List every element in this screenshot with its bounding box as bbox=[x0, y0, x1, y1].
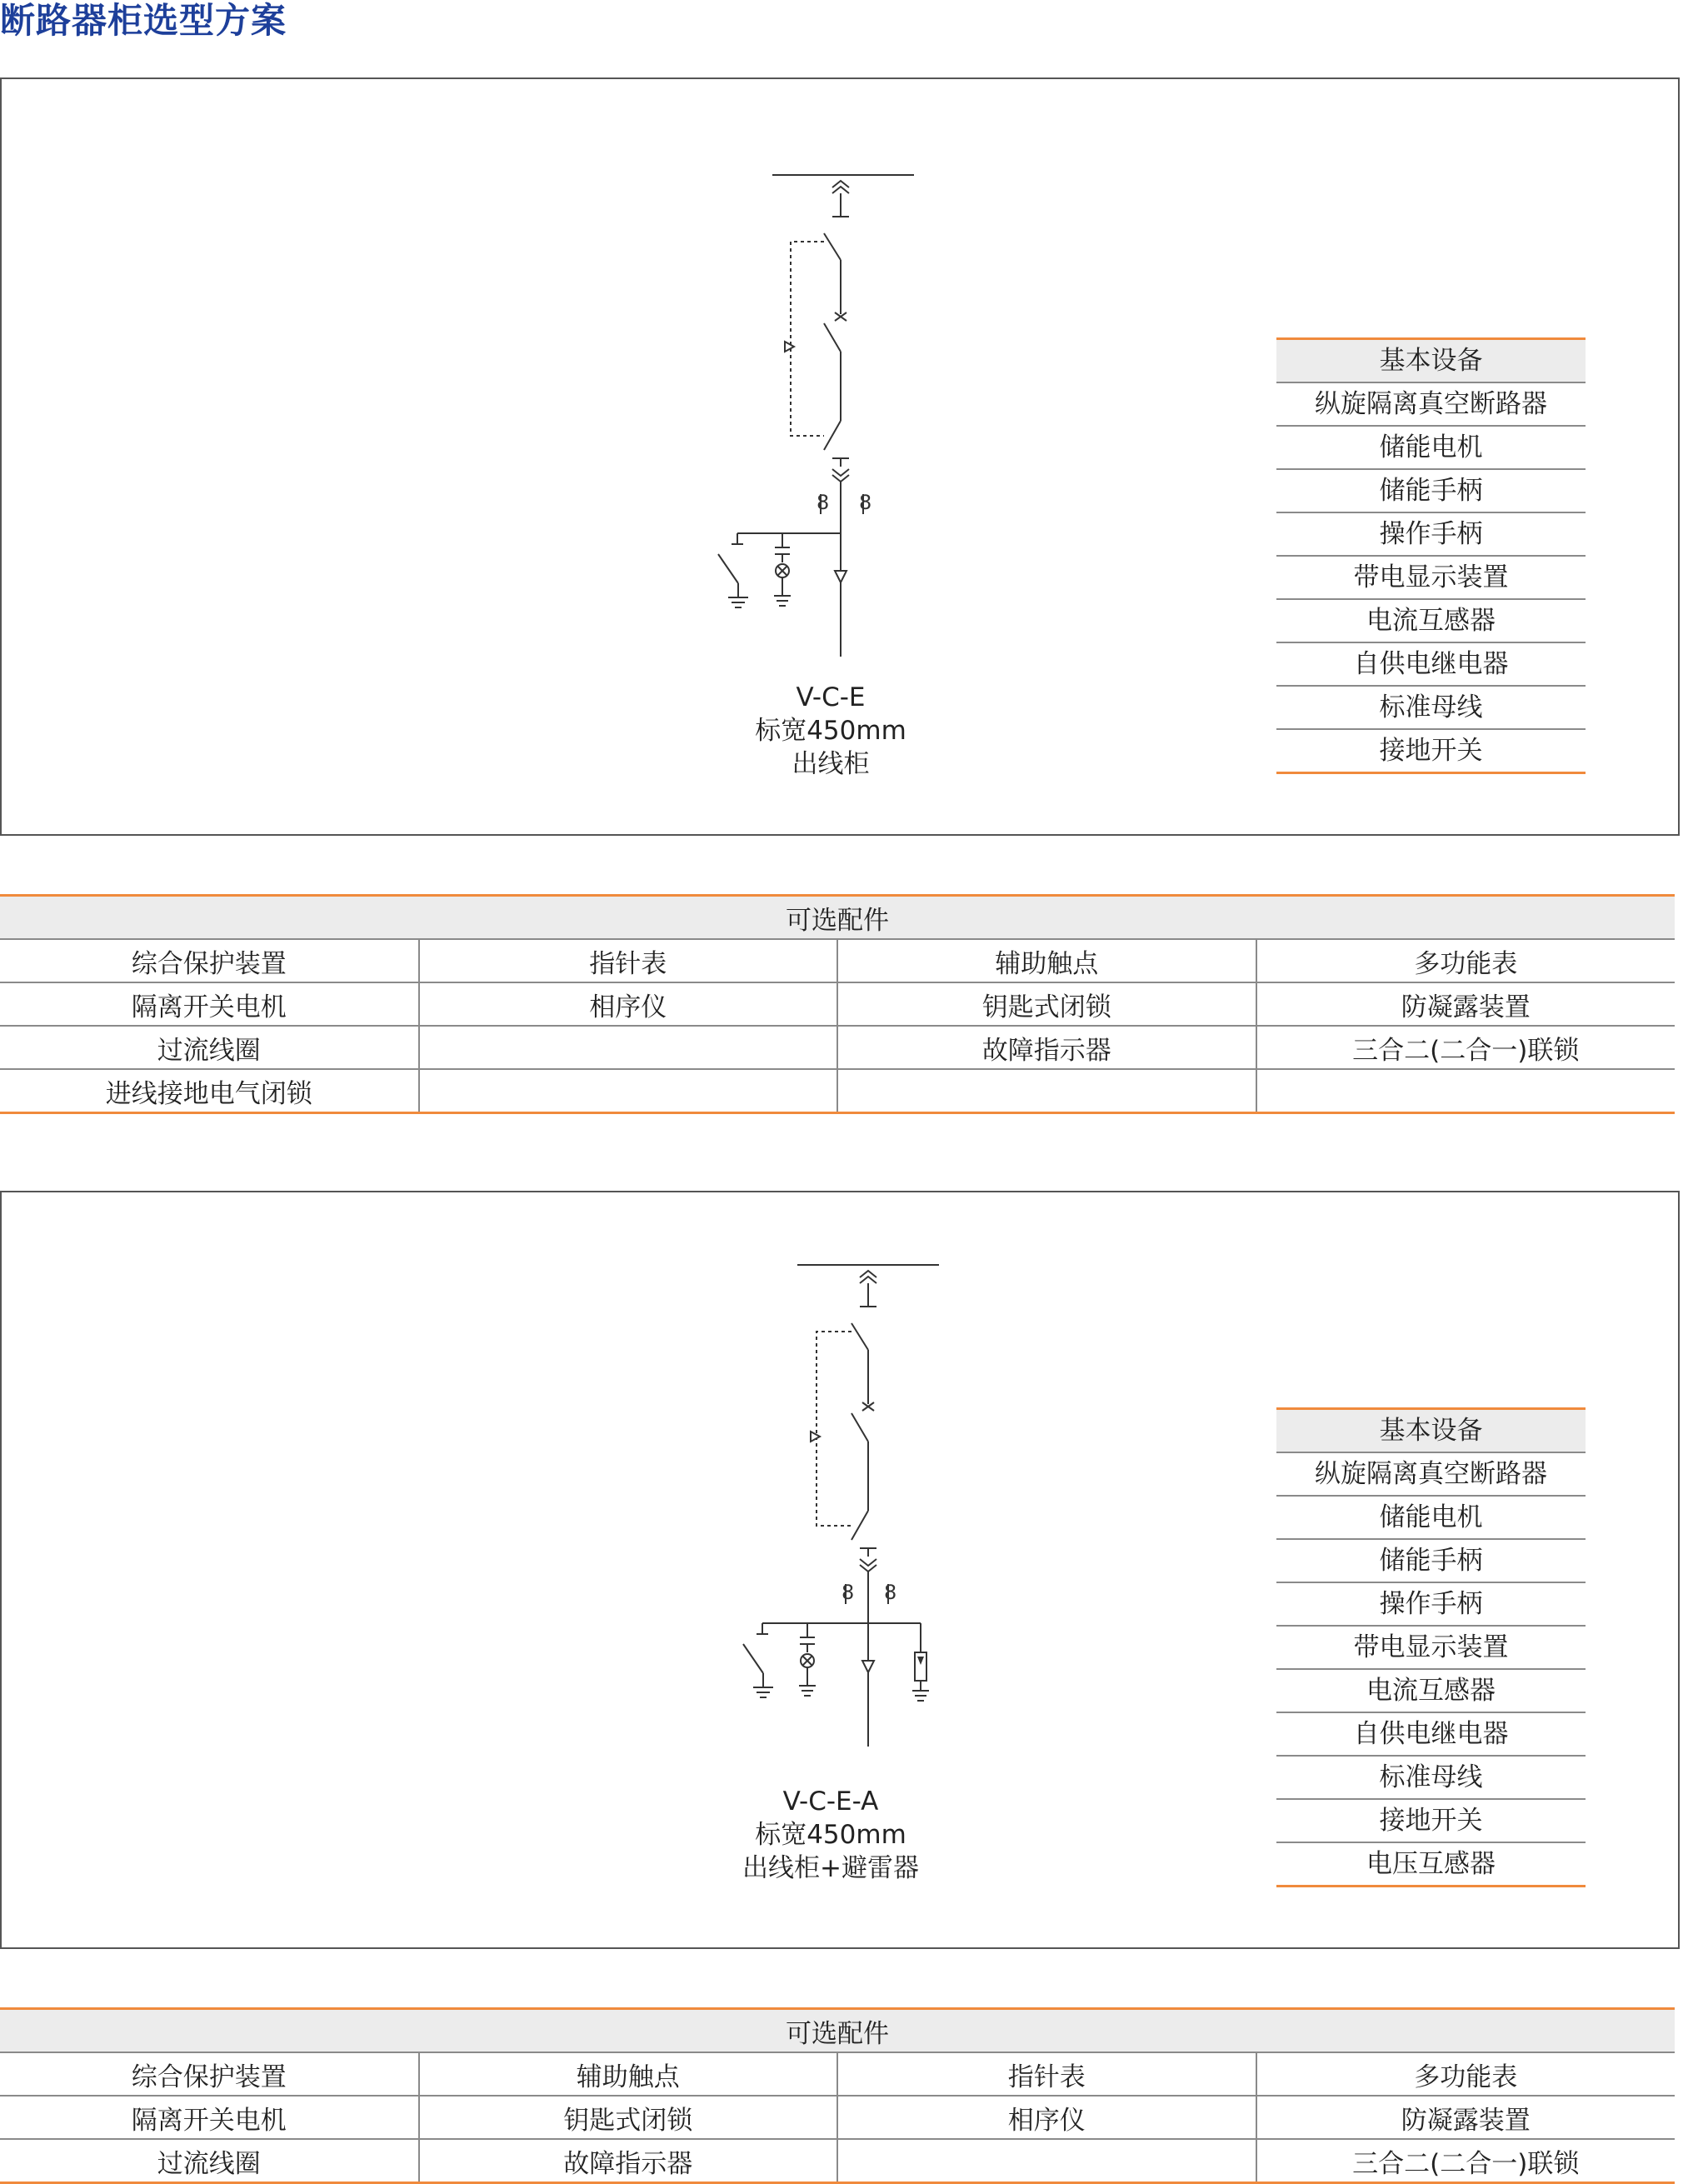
actuator-triangle bbox=[785, 342, 794, 352]
table-cell: 综合保护装置 bbox=[0, 2052, 419, 2096]
actuator-triangle bbox=[811, 1432, 820, 1442]
basic-equipment-item: 带电显示装置 bbox=[1276, 557, 1586, 600]
breaker-blade bbox=[824, 323, 841, 352]
basic-equipment-list bbox=[1276, 337, 1586, 774]
scheme-width: 标宽450mm bbox=[755, 1820, 906, 1850]
basic-equipment-item: 自供电继电器 bbox=[1276, 1713, 1586, 1757]
table-cell: 钥匙式闭锁 bbox=[837, 982, 1256, 1026]
basic-equipment-item: 接地开关 bbox=[1276, 1800, 1586, 1843]
basic-equipment-item: 自供电继电器 bbox=[1276, 643, 1586, 687]
table-cell bbox=[419, 1026, 838, 1069]
basic-equipment-item: 储能手柄 bbox=[1276, 470, 1586, 513]
scheme-type: 出线柜+避雷器 bbox=[742, 1853, 919, 1883]
basic-equipment-item: 储能电机 bbox=[1276, 427, 1586, 470]
basic-equipment-item: 标准母线 bbox=[1276, 687, 1586, 730]
current-transformer-icon: 8 bbox=[817, 491, 830, 514]
table-cell: 三合二(二合一)联锁 bbox=[1256, 2139, 1676, 2183]
plug-contact bbox=[832, 187, 849, 193]
mechanical-interlock bbox=[791, 242, 824, 436]
basic-equipment-item: 标准母线 bbox=[1276, 1757, 1586, 1800]
plug-contact bbox=[832, 469, 849, 476]
table-cell: 指针表 bbox=[419, 939, 838, 982]
cable-outlet-arrow bbox=[862, 1661, 874, 1672]
current-transformer-icon: 8 bbox=[859, 491, 872, 514]
current-transformer-icon: 8 bbox=[884, 1581, 897, 1604]
table-cell: 指针表 bbox=[837, 2052, 1256, 2096]
scheme-caption bbox=[664, 681, 997, 781]
table-cell: 钥匙式闭锁 bbox=[419, 2096, 838, 2139]
basic-equipment-item: 电压互感器 bbox=[1276, 1843, 1586, 1887]
current-transformer-icon: 8 bbox=[842, 1581, 855, 1604]
table-cell: 隔离开关电机 bbox=[0, 2096, 419, 2139]
table-cell: 相序仪 bbox=[837, 2096, 1256, 2139]
table-cell: 故障指示器 bbox=[419, 2139, 838, 2183]
table-cell: 相序仪 bbox=[419, 982, 838, 1026]
earthing-switch-blade bbox=[743, 1644, 763, 1673]
table-cell: 防凝露装置 bbox=[1256, 982, 1676, 1026]
scheme-type: 出线柜 bbox=[792, 749, 870, 779]
table-cell: 多功能表 bbox=[1256, 939, 1676, 982]
table-cell: 过流线圈 bbox=[0, 1026, 419, 1069]
table-cell: 辅助触点 bbox=[837, 939, 1256, 982]
optional-accessories-header: 可选配件 bbox=[0, 2009, 1675, 2053]
table-cell: 三合二(二合一)联锁 bbox=[1256, 1026, 1676, 1069]
scheme-diagram-box bbox=[0, 1191, 1680, 1949]
table-cell: 综合保护装置 bbox=[0, 939, 419, 982]
basic-equipment-header: 基本设备 bbox=[1276, 337, 1586, 383]
basic-equipment-header: 基本设备 bbox=[1276, 1407, 1586, 1453]
scheme-diagram-box bbox=[0, 77, 1680, 836]
basic-equipment-item: 接地开关 bbox=[1276, 730, 1586, 774]
basic-equipment-item: 纵旋隔离真空断路器 bbox=[1276, 383, 1586, 427]
table-cell bbox=[837, 1069, 1256, 1113]
disconnector-blade bbox=[824, 233, 841, 260]
basic-equipment-item: 储能手柄 bbox=[1276, 1540, 1586, 1583]
table-cell bbox=[1256, 1069, 1676, 1113]
plug-contact bbox=[860, 1559, 876, 1566]
table-cell bbox=[419, 1069, 838, 1113]
mechanical-interlock bbox=[817, 1332, 851, 1526]
table-cell: 隔离开关电机 bbox=[0, 982, 419, 1026]
basic-equipment-item: 电流互感器 bbox=[1276, 600, 1586, 643]
optional-accessories-header: 可选配件 bbox=[0, 896, 1675, 940]
plug-contact bbox=[860, 1277, 876, 1283]
table-cell: 多功能表 bbox=[1256, 2052, 1676, 2096]
table-cell: 故障指示器 bbox=[837, 1026, 1256, 1069]
basic-equipment-item: 操作手柄 bbox=[1276, 513, 1586, 557]
scheme-code: V-C-E bbox=[796, 682, 866, 712]
table-cell bbox=[837, 2139, 1256, 2183]
table-cell: 过流线圈 bbox=[0, 2139, 419, 2183]
scheme-code: V-C-E-A bbox=[782, 1787, 879, 1817]
basic-equipment-item: 操作手柄 bbox=[1276, 1583, 1586, 1627]
basic-equipment-list bbox=[1276, 1407, 1586, 1887]
basic-equipment-item: 纵旋隔离真空断路器 bbox=[1276, 1453, 1586, 1497]
basic-equipment-item: 带电显示装置 bbox=[1276, 1627, 1586, 1670]
breaker-blade bbox=[851, 1413, 868, 1442]
page-title: 断路器柜选型方案 bbox=[0, 0, 287, 41]
table-cell: 防凝露装置 bbox=[1256, 2096, 1676, 2139]
basic-equipment-item: 电流互感器 bbox=[1276, 1670, 1586, 1713]
breaker-blade bbox=[824, 421, 841, 450]
optional-accessories-table bbox=[0, 894, 1675, 1114]
table-cell: 辅助触点 bbox=[419, 2052, 838, 2096]
disconnector-blade bbox=[851, 1323, 868, 1350]
optional-accessories-table bbox=[0, 2007, 1675, 2184]
scheme-caption bbox=[664, 1785, 997, 1885]
basic-equipment-item: 储能电机 bbox=[1276, 1497, 1586, 1540]
scheme-width: 标宽450mm bbox=[755, 716, 906, 746]
breaker-blade bbox=[851, 1511, 868, 1540]
cable-outlet-arrow bbox=[835, 571, 846, 582]
table-cell: 进线接地电气闭锁 bbox=[0, 1069, 419, 1113]
earthing-switch-blade bbox=[718, 554, 738, 583]
